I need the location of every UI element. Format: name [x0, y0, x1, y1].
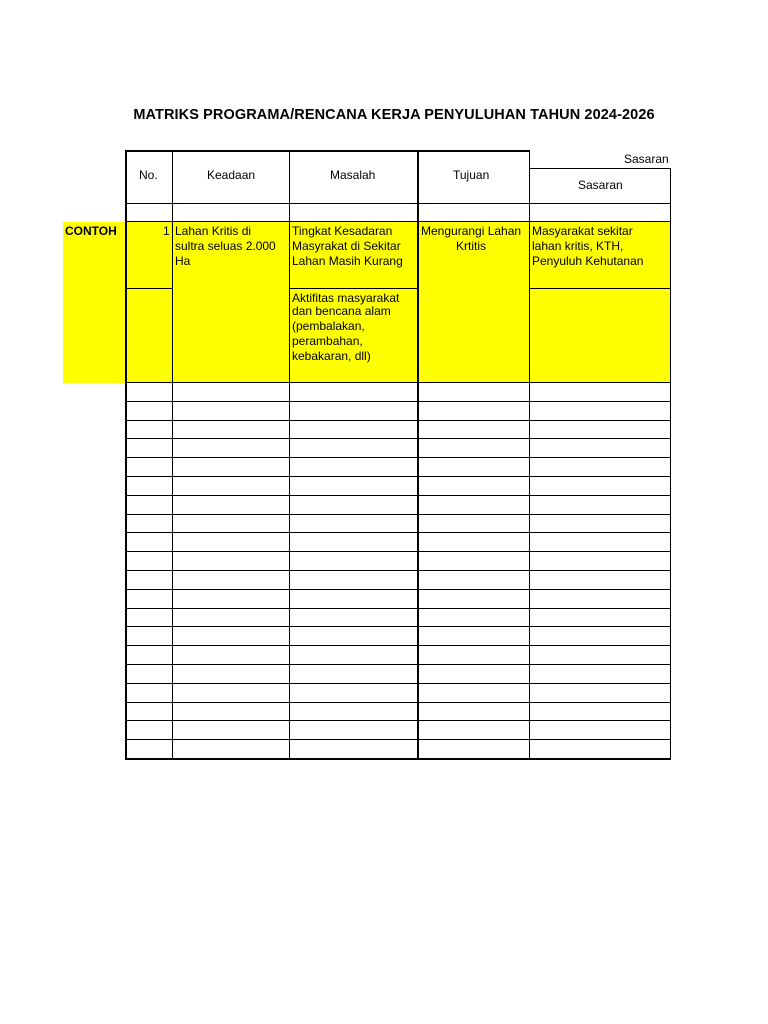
- col-line-no: [172, 150, 173, 758]
- table-right-border: [670, 168, 671, 760]
- sasaran-header-line: [529, 168, 670, 169]
- col-line-tujuan: [529, 150, 530, 758]
- header-bottom-line: [125, 203, 670, 204]
- example-masalah2-line-1: Aktifitas masyarakat: [292, 291, 400, 305]
- header-no: No.: [139, 168, 158, 182]
- empty-row-line: [125, 457, 670, 458]
- empty-row-line: [125, 401, 670, 402]
- empty-row-line: [125, 570, 670, 571]
- example-tujuan-line-1: Mengurangi Lahan: [421, 224, 522, 238]
- example-sasaran-line-2: lahan kritis, KTH,: [532, 239, 624, 253]
- contoh-label: CONTOH: [65, 224, 117, 238]
- example-bottom-line: [125, 382, 670, 383]
- empty-row-line: [125, 739, 670, 740]
- col-line-masalah: [417, 150, 419, 758]
- example-masalah2-line-3: (pembalakan,: [292, 319, 365, 333]
- example-inner-line-no: [125, 288, 172, 289]
- example-tujuan-line-2: Krtitis: [456, 239, 486, 253]
- empty-row-line: [125, 589, 670, 590]
- empty-row-line: [125, 495, 670, 496]
- example-keadaan-line-2: sultra seluas 2.000: [175, 239, 276, 253]
- col-line-keadaan: [289, 150, 290, 758]
- example-no: 1: [163, 224, 170, 238]
- header-sasaran-top: Sasaran: [624, 152, 669, 166]
- example-keadaan-line-3: Ha: [175, 254, 191, 268]
- example-inner-line-masalah: [289, 288, 417, 289]
- example-sasaran-line-3: Penyuluh Kehutanan: [532, 254, 644, 268]
- table-left-border: [125, 150, 127, 760]
- example-top-line: [125, 221, 670, 222]
- contoh-highlight: [63, 222, 125, 383]
- example-keadaan-line-1: Lahan Kritis di: [175, 224, 252, 238]
- header-masalah: Masalah: [330, 168, 376, 182]
- empty-row-line: [125, 438, 670, 439]
- table-bottom-border: [125, 758, 671, 760]
- empty-row-line: [125, 608, 670, 609]
- example-inner-line-sasaran: [529, 288, 670, 289]
- example-masalah1-line-3: Lahan Masih Kurang: [292, 254, 403, 268]
- example-masalah1-line-2: Masyrakat di Sekitar: [292, 239, 401, 253]
- empty-row-line: [125, 532, 670, 533]
- page-title: MATRIKS PROGRAMA/RENCANA KERJA PENYULUHAN TAHUN 2024-2026: [133, 107, 655, 123]
- empty-row-line: [125, 720, 670, 721]
- example-masalah2-line-2: dan bencana alam: [292, 304, 391, 318]
- example-masalah2-line-5: kebakaran, dll): [292, 349, 371, 363]
- header-tujuan: Tujuan: [453, 168, 490, 182]
- table-top-border: [125, 150, 530, 152]
- empty-row-line: [125, 476, 670, 477]
- header-sasaran-sub: Sasaran: [578, 178, 623, 192]
- empty-row-line: [125, 514, 670, 515]
- empty-row-line: [125, 626, 670, 627]
- header-keadaan: Keadaan: [207, 168, 256, 182]
- empty-row-line: [125, 551, 670, 552]
- empty-row-line: [125, 664, 670, 665]
- empty-row-line: [125, 645, 670, 646]
- example-masalah1-line-1: Tingkat Kesadaran: [292, 224, 393, 238]
- empty-row-line: [125, 702, 670, 703]
- empty-row-line: [125, 683, 670, 684]
- example-sasaran-line-1: Masyarakat sekitar: [532, 224, 633, 238]
- example-masalah2-line-4: perambahan,: [292, 334, 363, 348]
- empty-row-line: [125, 420, 670, 421]
